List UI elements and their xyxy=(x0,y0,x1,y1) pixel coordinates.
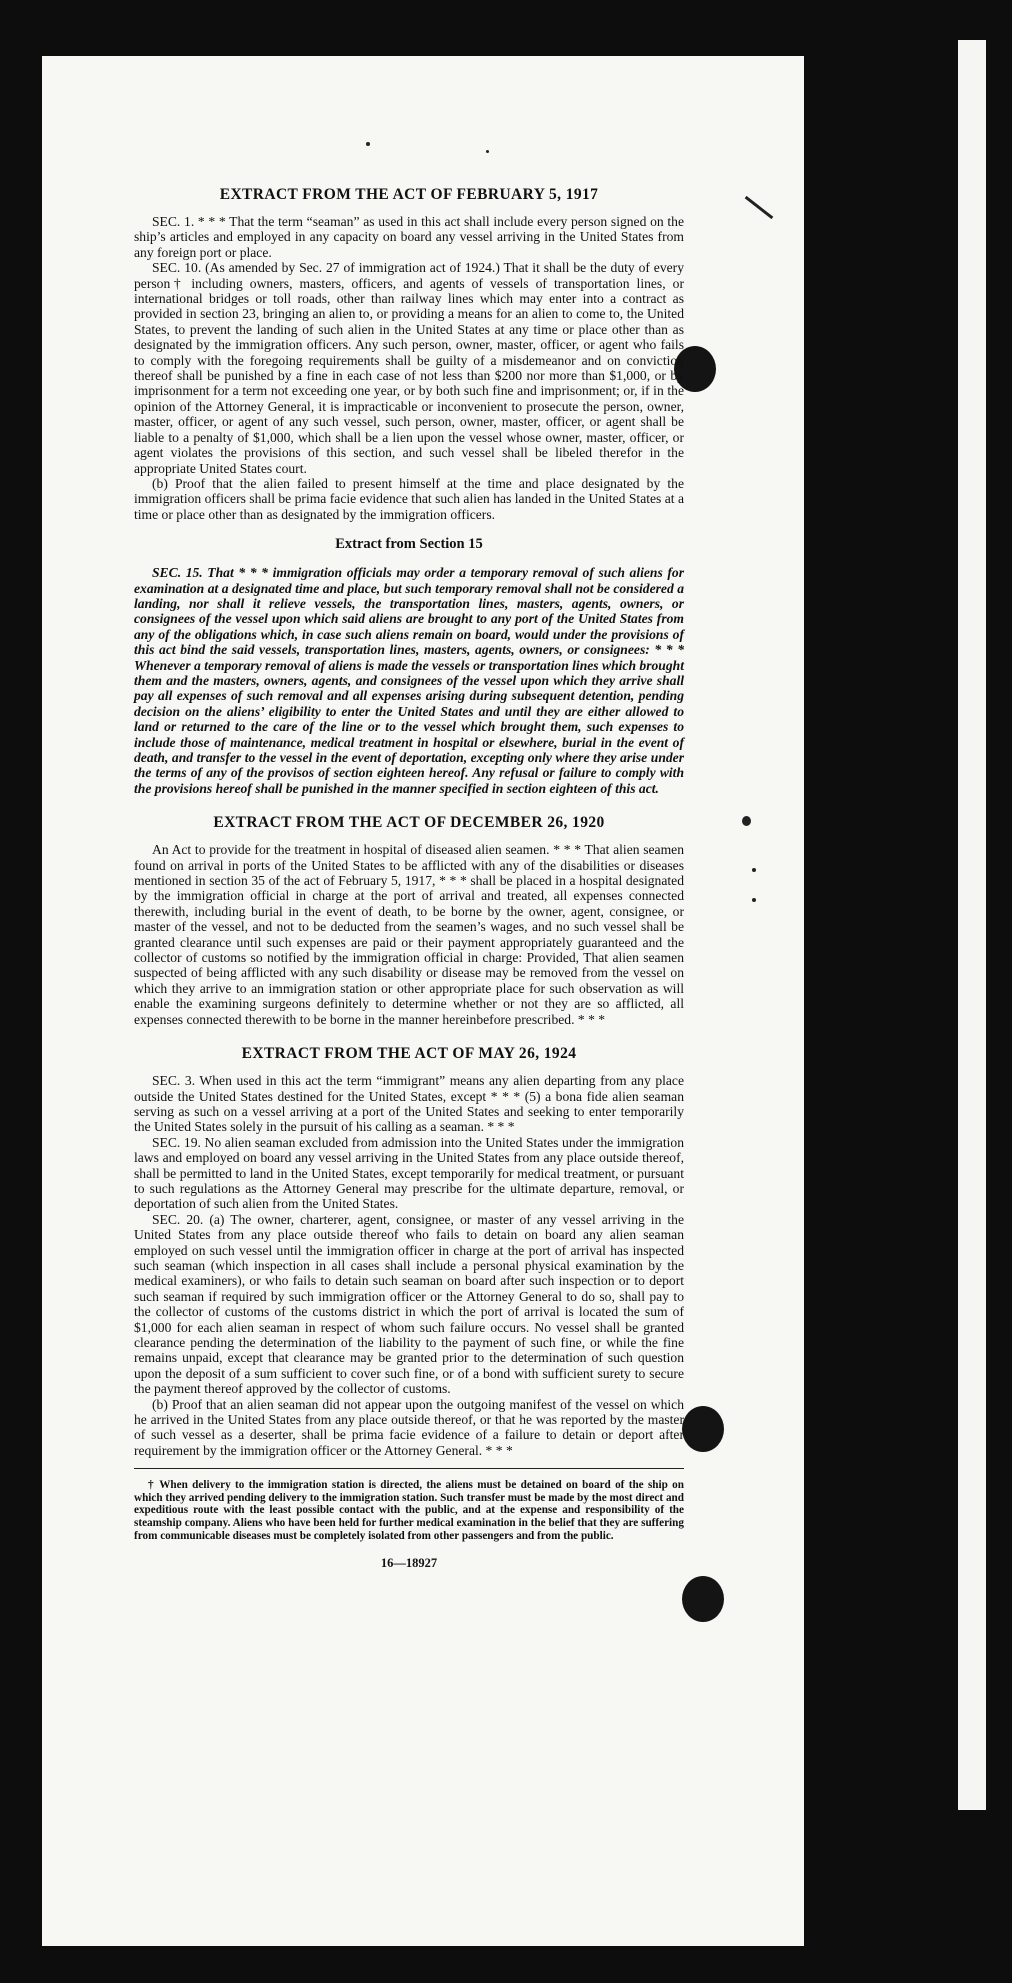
punch-hole xyxy=(682,1576,724,1622)
heading-act-1920: EXTRACT FROM THE ACT OF DECEMBER 26, 1920 xyxy=(213,814,605,832)
speck xyxy=(752,868,756,872)
footnote: † When delivery to the immigration station is directed, the aliens must be detained on board of the ship on which they arrived pending delivery to the immigration station. Such transfer must be made by the most direct and expeditious route with the least possible contact with the public, and at the expense and responsibility of the steamship company. Aliens who have been held for further medical examination in the belief that they are suffering from communicable diseases must be completely isolated from other passengers and from the public. xyxy=(134,1479,684,1542)
speck xyxy=(486,150,489,153)
document-page xyxy=(42,56,804,1946)
heading-act-1924: EXTRACT FROM THE ACT OF MAY 26, 1924 xyxy=(241,1045,577,1063)
speck xyxy=(742,816,751,826)
adjacent-page-edge xyxy=(958,40,986,1810)
paragraph-sec-20-b: (b) Proof that an alien seaman did not appear upon the outgoing manifest of the vessel on which he arrived in the United States from any place outside thereof, or that he was reported by the master of such vessel as a deserter, shall be prima facie evidence of a failure to detain or deport after requirement by the immigration officer or the Attorney General. * * * xyxy=(134,1396,684,1458)
paragraph-sec-10: SEC. 10. (As amended by Sec. 27 of immigration act of 1924.) That it shall be the duty of every person† including owners, masters, officers, and agents of vessels of transportation lines, or international bridges or toll roads, other than railway lines which may enter into a contract as provided in section 23, bringing an alien to, or providing a means for an alien to come to, the United States, to prevent the landing of such alien in the United States at any time or place other than as designated by the immigration officers. Any such person, owner, master, officer, or agent who fails to comply with the foregoing requirements shall be guilty of a misdemeanor and on conviction thereof shall be punished by a fine in each case of not less than $200 nor more than $1,000, or by imprisonment for a term not exceeding one year, or by both such fine and imprisonment; or, if in the opinion of the Attorney General, it is impracticable or inconvenient to prosecute the person, owner, master, officer, or agent of any such vessel, such person, owner, master, officer, or agent shall be liable to a penalty of $1,000, which shall be a lien upon the vessel whose owner, master, officer, or agent violates the provisions of this section, and such vessel shall be libeled therefor in the appropriate United States court. xyxy=(134,260,684,476)
footnote-rule xyxy=(134,1468,684,1469)
punch-hole xyxy=(682,1406,724,1452)
spacer xyxy=(134,1027,684,1045)
paragraph-sec-10-b: (b) Proof that the alien failed to present himself at the time and place designated by the immigration officers shall be prima facie evidence that such alien has landed in the United States at a time or place other than as designated by the immigration officers. xyxy=(134,475,684,522)
subheading-section-15: Extract from Section 15 xyxy=(335,536,483,553)
page-number: 16—18927 xyxy=(380,1556,438,1571)
spacer xyxy=(134,796,684,814)
paragraph-sec-1: SEC. 1. * * * That the term “seaman” as used in this act shall include every person signed on the ship’s articles and employed in any capacity on board any vessel arriving in the United States from any foreign port or place. xyxy=(134,214,684,260)
document-body xyxy=(134,186,684,1571)
paragraph-sec-15: SEC. 15. That * * * immigration officials may order a temporary removal of such aliens for examination at a designated time and place, but such temporary removal shall not be considered a landing, nor shall it relieve vessels, the transportation lines, masters, agents, owners, or consignees of the vessel upon which said aliens are brought to any port of the United States from any of the obligations which, in case such aliens remain on board, would under the provisions of this act bind the said vessels, transportation lines, masters, agents, owners, or consignees: * * * Whenever a temporary removal of aliens is made the vessels or transportation lines which brought them and the masters, owners, agents, and consignees of the vessel upon which they arrive shall pay all expenses of such removal and all expenses arising during subsequent detention, pending decision on the aliens’ eligibility to enter the United States and until they are either allowed to land or returned to the care of the line or to the vessel which brought them, such expenses to include those of maintenance, medical treatment in hospital or elsewhere, burial in the event of death, and transfer to the vessel in the event of deportation, excepting only where they arise under the terms of any of the provisos of section eighteen hereof. Any refusal or failure to comply with the provisions hereof shall be punished in the manner specified in section eighteen of this act. xyxy=(134,565,684,796)
paragraph-act-1920: An Act to provide for the treatment in hospital of diseased alien seamen. * * * That alien seamen found on arrival in ports of the United States to be afflicted with any of the disabilities or diseases mentioned in section 35 of the act of February 5, 1917, * * * shall be placed in a hospital designated by the immigration official in charge at the port of arrival and treated, all expenses connected therewith, including burial in the event of death, to be borne by the owner, agent, consignee, or master of the vessel, and not to be deducted from the seamen’s wages, and no such vessel shall be granted clearance until such expenses are paid or their payment appropriately guaranteed and the collector of customs so notified by the immigration official in charge: Provided, That alien seamen suspected of being afflicted with any such disability or disease may be removed from the vessel on which they arrive to an immigration station or other appropriate place for such observation as will enable the examining surgeons definitely to determine whether or not they are so afflicted, all expenses connected therewith to be borne in the manner hereinbefore prescribed. * * * xyxy=(134,842,684,1027)
paragraph-sec-20-a: SEC. 20. (a) The owner, charterer, agent, consignee, or master of any vessel arriving in the United States from any place outside thereof who fails to detain on board any alien seaman employed on such vessel until the immigration officer in charge at the port of arrival has inspected such seaman (which inspection in all cases shall include a personal physical examination by the medical examiners), or who fails to detain such seaman on board after such inspection or to deport such seaman if required by such immigration officer or the Attorney General to do so, shall pay to the collector of customs of the customs district in which the port of arrival is located the sum of $1,000 for each alien seaman in respect of whom such failure occurs. No vessel shall be granted clearance pending the determination of the liability to the payment of such fine, or while the fine remains unpaid, except that clearance may be granted prior to the determination of such question upon the deposit of a sum sufficient to cover such fine, or of a bond with sufficient surety to secure the payment thereof approved by the collector of customs. xyxy=(134,1211,684,1397)
speck xyxy=(752,898,756,902)
paragraph-sec-3: SEC. 3. When used in this act the term “immigrant” means any alien departing from any place outside the United States destined for the United States, except * * * (5) a bona fide alien seaman serving as such on a vessel arriving at a port of the United States and seeking to enter temporarily the United States solely in the pursuit of his calling as a seaman. * * * xyxy=(134,1073,684,1135)
speck xyxy=(366,142,370,146)
paragraph-sec-19: SEC. 19. No alien seaman excluded from admission into the United States under the immigration laws and employed on board any vessel arriving in the United States from any place outside thereof, shall be permitted to land in the United States, except temporarily for medical treatment, or pursuant to such regulations as the Attorney General may prescribe for the ultimate departure, removal, or deportation of such alien from the United States. xyxy=(134,1134,684,1212)
heading-act-1917: EXTRACT FROM THE ACT OF FEBRUARY 5, 1917 xyxy=(219,186,599,203)
pencil-mark xyxy=(745,196,774,219)
